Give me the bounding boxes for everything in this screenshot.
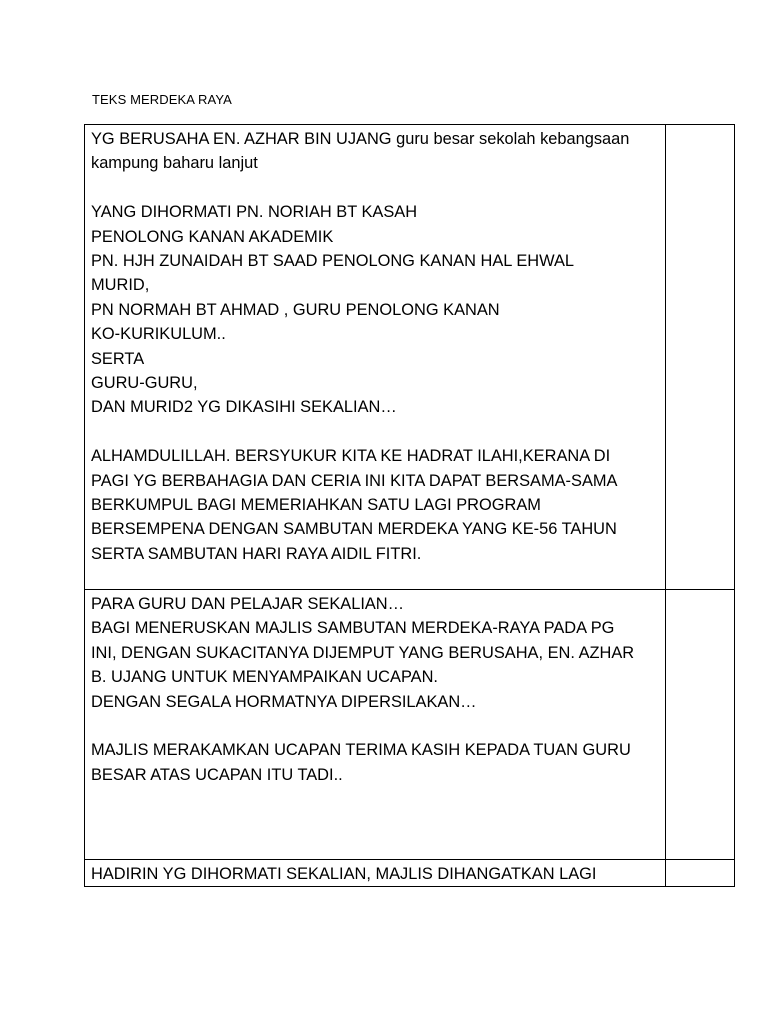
paragraph-spacer [91,714,659,738]
text-line: B. UJANG UNTUK MENYAMPAIKAN UCAPAN. [91,668,438,687]
text-line: PENOLONG KANAN AKADEMIK [91,227,334,246]
script-side-cell-1 [665,125,734,590]
text-line: PN NORMAH BT AHMAD , GURU PENOLONG KANAN [91,300,500,319]
text-line: YG BERUSAHA EN. AZHAR BIN UJANG guru besar sekolah kebangsaan [91,130,630,148]
text-line: ALHAMDULILLAH. BERSYUKUR KITA KE HADRAT ILAHI,KERANA DI [91,447,611,466]
text-line: SERTA [91,349,145,368]
text-line: DENGAN SEGALA HORMATNYA DIPERSILAKAN… [91,692,477,711]
document-title: TEKS MERDEKA RAYA [92,92,232,107]
greeting-paragraph [91,127,659,176]
script-side-cell-3 [665,860,734,887]
script-text-cell-1 [85,125,666,590]
paragraph-spacer [91,176,659,200]
text-line: INI, DENGAN SUKACITANYA DIJEMPUT YANG BERUSAHA, EN. AZHAR [91,643,635,662]
text-line: PAGI YG BERBAHAGIA DAN CERIA INI KITA DAPAT BERSAMA-SAMA [91,471,618,490]
text-line: kampung baharu lanjut [91,154,258,173]
text-line: BERSEMPENA DENGAN SAMBUTAN MERDEKA YANG KE-56 TAHUN [91,520,617,539]
script-text-cell-2 [85,590,666,860]
text-line: DAN MURID2 YG DIKASIHI SEKALIAN… [91,398,397,417]
opening-paragraph [91,444,659,566]
text-line: HADIRIN YG DIHORMATI SEKALIAN, MAJLIS DIHANGATKAN LAGI [91,865,597,883]
script-row-3 [85,860,735,887]
script-row-2 [85,590,735,860]
text-line: MAJLIS MERAKAMKAN UCAPAN TERIMA KASIH KEPADA TUAN GURU [91,741,631,760]
script-text-cell-3 [85,860,666,887]
text-line: BAGI MENERUSKAN MAJLIS SAMBUTAN MERDEKA-RAYA PADA PG [91,619,615,638]
script-row-1 [85,125,735,590]
text-line: PN. HJH ZUNAIDAH BT SAAD PENOLONG KANAN HAL EHWAL [91,252,575,271]
thanks-paragraph [91,738,659,787]
dignitaries-paragraph [91,200,659,420]
script-side-cell-2 [665,590,734,860]
text-line: SERTA SAMBUTAN HARI RAYA AIDIL FITRI. [91,544,422,563]
script-table [84,124,735,887]
text-line: KO-KURIKULUM.. [91,325,226,344]
invitation-paragraph [91,592,659,714]
text-line: BESAR ATAS UCAPAN ITU TADI.. [91,765,343,784]
text-line: BERKUMPUL BAGI MEMERIAHKAN SATU LAGI PROGRAM [91,496,541,515]
continuation-paragraph [91,862,659,886]
paragraph-spacer [91,420,659,444]
text-line: PARA GURU DAN PELAJAR SEKALIAN… [91,595,405,613]
text-line: YANG DIHORMATI PN. NORIAH BT KASAH [91,203,418,222]
text-line: MURID, [91,276,150,295]
text-line: GURU-GURU, [91,374,198,393]
